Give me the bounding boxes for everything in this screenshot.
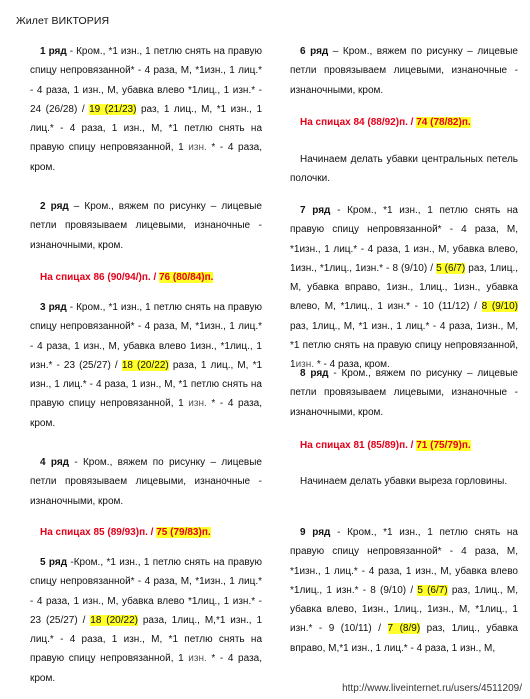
- row-8-paragraph: 8 ряд - Кром., вяжем по рисунку – лицевые петли провязываем лицевыми, изнаночные - изнаночными, кром.: [290, 368, 518, 418]
- row-2-paragraph: 2 ряд – Кром., вяжем по рисунку – лицевые петли провязываем лицевыми, изнаночные - изнаночными, кром.: [30, 201, 262, 251]
- highlight: 19 (21/23): [89, 103, 137, 115]
- stitch-count-86: На спицах 86 (90/94/)п. / 76 (80/84)п.: [40, 272, 214, 283]
- row-5-paragraph: 5 ряд -Кром., *1 изн., 1 петлю снять на правую спицу непровязанной* - 4 раза, М, *1изн., 1 лиц.* - 4 раза, 1 изн., М, убавка влево *1лиц., 1 изн.* - 23 (25/27) / 18 (20/22) раза, 1лиц., М,*1 изн., 1 лиц.* - 4 раза, 1 изн., М, *1 петлю снять на правую спицу непровязанной, 1 изн. * - 4 раза, кром.: [30, 557, 263, 684]
- row-4-paragraph: 4 ряд - Кром., вяжем по рисунку – лицевые петли провязываем лицевыми, изнаночные - изнаночными, кром.: [30, 457, 262, 507]
- row-label: 2 ряд: [40, 201, 69, 212]
- row-label: 8 ряд: [300, 368, 329, 379]
- highlight: 75 (79/83)п.: [156, 527, 211, 538]
- row-1-paragraph: 1 ряд - Кром., *1 изн., 1 петлю снять на правую спицу непровязанной* - 4 раза, М, *1изн., 1 лиц.* - 4 раза, 1 изн., М, убавка влево *1лиц., 1 изн.* - 24 (26/28) / 19 (21/23) раз, 1 лиц., М, *1 изн., 1 лиц.* - 4 раза, 1 изн., М, *1 петлю снять на правую спицу непровязанной, 1 изн. * - 4 раза, кром.: [30, 46, 263, 173]
- row-label: 5 ряд: [40, 557, 68, 568]
- highlight: 8 (9/10): [481, 301, 519, 313]
- row-label: 4 ряд: [40, 457, 70, 468]
- row-label: 7 ряд: [300, 205, 331, 216]
- note-neckline-decreases: Начинаем делать убавки выреза горловины.: [300, 476, 508, 487]
- highlight: 71 (75/79)п.: [416, 440, 471, 451]
- row-3-paragraph: 3 ряд - Кром., *1 изн., 1 петлю снять на правую спицу непровязанной* - 4 раза, М, *1изн., 1 лиц.* - 4 раза, 1 изн., М, убавка влево 1изн., *1лиц., 1 изн.* - 23 (25/27) / 18 (20/22) раза, 1 лиц., М, *1 изн., 1 лиц.* - 4 раза, 1 изн., М, *1 петлю снять на правую спицу непровязанной, 1 изн. * - 4 раза, кром.: [30, 302, 263, 429]
- highlight: 76 (80/84)п.: [159, 272, 214, 283]
- source-url: http://www.liveinternet.ru/users/4511209/: [342, 683, 522, 694]
- highlight: 74 (78/82)п.: [416, 117, 471, 128]
- row-label: 9 ряд: [300, 527, 331, 538]
- row-6-paragraph: 6 ряд – Кром., вяжем по рисунку – лицевые петли провязываем лицевыми, изнаночные - изнаночными, кром.: [290, 46, 518, 96]
- highlight: 18 (20/22): [121, 359, 169, 371]
- highlight: 5 (6/7): [417, 584, 448, 596]
- row-7-paragraph: 7 ряд - Кром., *1 изн., 1 петлю снять на правую спицу непровязанной* - 4 раза, М, *1изн., 1 лиц.* - 4 раза, 1 изн., М, убавка влево, 1изн., *1лиц., 1изн.* - 8 (9/10) / 5 (6/7) раз, 1лиц., М, убавка вправо, 1изн., 1лиц., 1изн., убавка влево, М, *1лиц., 1 изн.* - 10 (11/12) / 8 (9/10) раз, 1лиц., М, *1 изн., 1 лиц.* - 4 раза, 1изн., М, *1 петлю снять на правую спицу непровязанной, 1изн. * - 4 раза, кром.: [290, 205, 519, 371]
- row-9-paragraph: 9 ряд - Кром., *1 изн., 1 петлю снять на правую спицу непровязанной* - 4 раза, М, *1изн., 1 лиц.* - 4 раза, 1 изн., М, убавка влево *1лиц., 1 изн.* - 8 (9/10) / 5 (6/7) раз, 1лиц., М, убавка влево, 1изн., 1лиц., 1изн., М, *1лиц., 1 изн.* - 9 (10/11) / 7 (8/9) раз, 1лиц., убавка вправо, М,*1 изн., 1 лиц.* - 4 раза, 1 изн., М,: [290, 527, 518, 654]
- highlight: 18 (20/22): [90, 614, 138, 626]
- stitch-count-84: На спицах 84 (88/92)п. / 74 (78/82)п.: [300, 117, 471, 128]
- stitch-count-81: На спицах 81 (85/89)п. / 71 (75/79)п.: [300, 440, 471, 451]
- page-title: Жилет ВИКТОРИЯ: [16, 15, 110, 27]
- highlight: 5 (6/7): [436, 262, 466, 274]
- row-label: 1 ряд: [40, 46, 67, 57]
- row-label: 3 ряд: [40, 302, 67, 313]
- stitch-count-85: На спицах 85 (89/93)п. / 75 (79/83)п.: [40, 527, 211, 538]
- row-label: 6 ряд: [300, 46, 329, 57]
- highlight: 7 (8/9): [387, 623, 421, 635]
- note-central-decreases: Начинаем делать убавки центральных петель полочки.: [290, 154, 518, 185]
